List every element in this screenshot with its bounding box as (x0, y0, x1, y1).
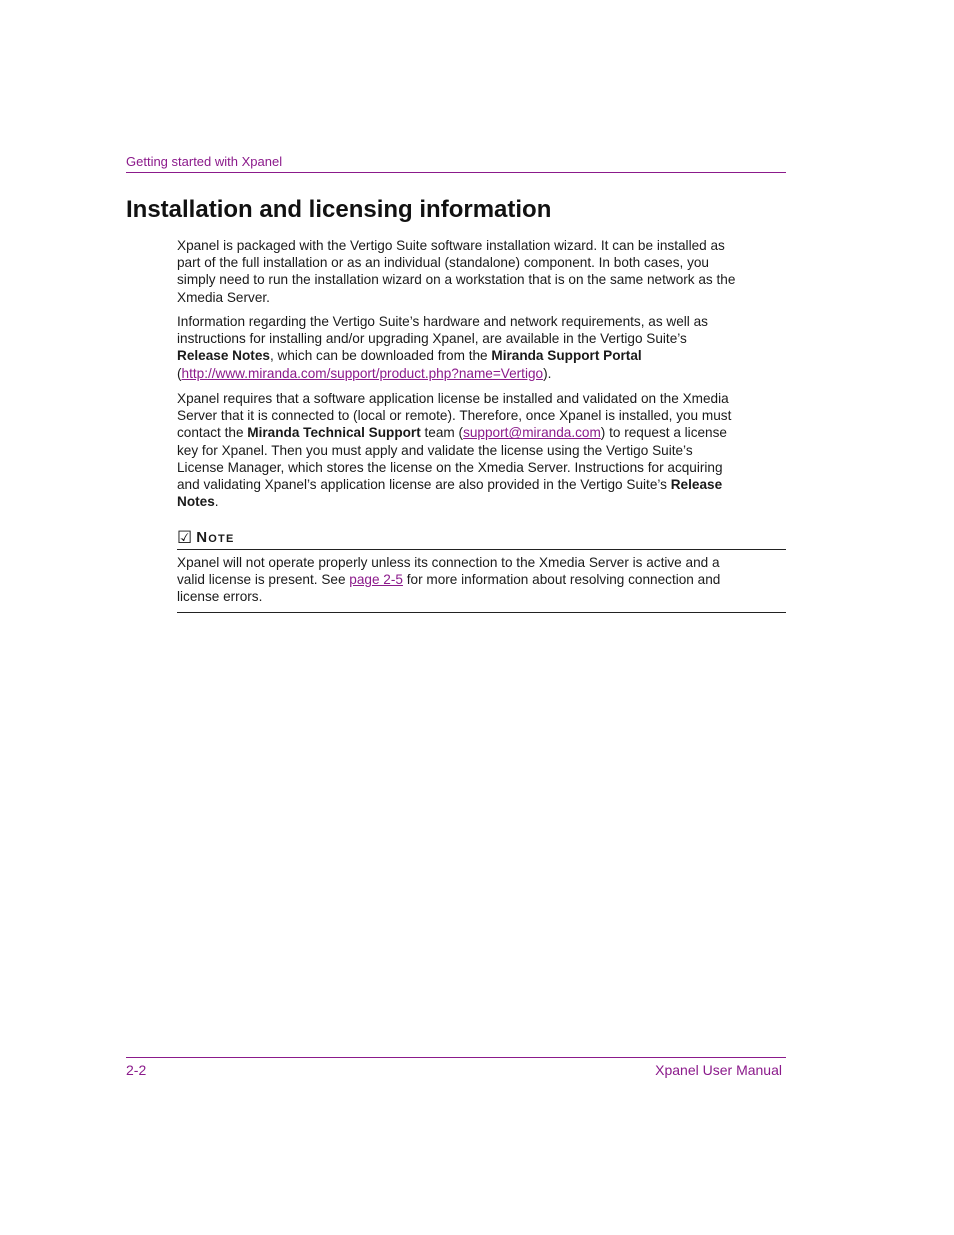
text-run: for more information about resolving connection and license errors. (177, 572, 721, 605)
text-run: . (214, 494, 219, 510)
support-email-link[interactable]: support@miranda.com (463, 425, 601, 441)
text-run: ) to request a license key for Xpanel. Then you must apply and validate the license using the Vertigo Suite’s License Manager, which stores the license on the Xmedia Server. Instructions for acquiring and validating Xpanel’s application license are also provided in the Vertigo Suite’s (177, 425, 727, 493)
page-reference-link[interactable]: page 2-5 (349, 572, 403, 588)
note-header (177, 528, 786, 550)
running-footer (126, 1057, 786, 1082)
running-header (126, 154, 786, 173)
section-title: Getting started with Xpanel (126, 154, 283, 169)
text-run: Xpanel will not operate properly unless its connection to the Xmedia Server is active and a valid license is present. See (177, 555, 720, 588)
text-run: ). (543, 365, 552, 381)
page-title: Installation and licensing information (126, 196, 552, 223)
text-run: , which can be downloaded from the (269, 348, 492, 364)
paragraph-requirements (177, 313, 737, 382)
note-text (177, 554, 737, 606)
check-box-icon: ☑ (177, 528, 193, 548)
paragraph-installation: Xpanel is packaged with the Vertigo Suite software installation wizard. It can be installed as part of the full installation or as an individual (standalone) component. In both cases, you simply need to run the installation wizard on a workstation that is on the same network as the Xmedia Server. (177, 238, 736, 305)
note-label: Note (196, 529, 235, 546)
support-portal-bold: Miranda Support Portal (491, 348, 642, 364)
page-number: 2-2 (126, 1062, 147, 1078)
release-notes-bold: Release Notes (177, 477, 723, 510)
release-notes-bold: Release Notes (177, 348, 270, 364)
paragraph-licensing (177, 390, 737, 510)
technical-support-bold: Miranda Technical Support (247, 425, 421, 441)
support-portal-link[interactable]: http://www.miranda.com/support/product.php?name=Vertigo (181, 365, 544, 381)
text-run: team ( (420, 425, 464, 441)
note-divider (177, 612, 786, 613)
text-run: ( (177, 365, 182, 381)
text-run: Xpanel requires that a software application license be installed and validated on the Xmedia Server that it is connected to (local or remote). Therefore, once Xpanel is installed, you must contact the (177, 391, 732, 441)
text-run: Information regarding the Vertigo Suite’s hardware and network requirements, as well as instructions for installing and/or upgrading Xpanel, are available in the Vertigo Suite’s (177, 314, 708, 347)
manual-title: Xpanel User Manual (655, 1062, 782, 1078)
